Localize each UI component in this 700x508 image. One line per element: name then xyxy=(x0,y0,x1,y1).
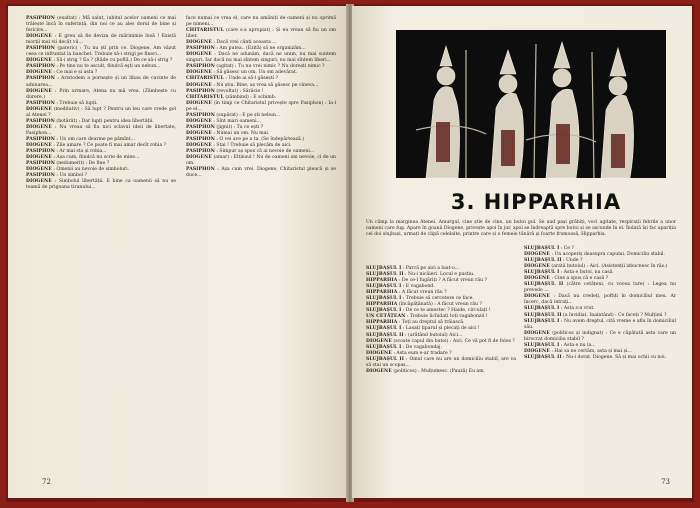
speaker-name: DIOGENE xyxy=(524,276,550,282)
speaker-name: DIOGENE xyxy=(26,179,52,185)
dialogue-text: : Asta e nu la... xyxy=(559,342,596,348)
speaker-name: PASIPHON xyxy=(26,161,55,167)
dialogue-line xyxy=(26,34,176,46)
speaker-name: PASIPHON xyxy=(186,167,215,173)
dialogue-text: : E greu să fie deviza de mărinimie însă ! Există morții mai vii decât vii... xyxy=(26,34,176,46)
speaker-name: SLUJBAȘUL II xyxy=(524,312,562,318)
speaker-name: SLUJBAȘUL II xyxy=(524,354,562,360)
dialogue-text: : Asta eum e-ar tradare ? xyxy=(391,350,452,356)
speaker-name: DIOGENE xyxy=(524,348,550,354)
dialogue-text: : Ce ? xyxy=(559,246,574,251)
dialogue-text: (zâmbind) : E schimb. xyxy=(223,94,277,100)
stage-direction-intro: Un câmp la marginea Atenei. Amurgul, cine știe de cine, un butoi gol. Se aud pași grăbiți, voci agitate, respirații febrile a unor oameni care fug. Apare în goană Diogene, privește apoi în jur, apoi se îndreaptă spre butoi și se ascunde în el. Îndată își fac apariția cei doi slujbași, urmați de clipă celelalte, printre care și o femeie tânără și foarte frumoasă, Hipparhia. xyxy=(366,220,676,237)
speaker-name: DIOGENE xyxy=(186,82,212,88)
dialogue-text: : Un acoperiș deasupra capului. Domiciliu stabil. xyxy=(549,252,665,258)
dialogue-line xyxy=(26,76,176,88)
speaker-name: SLUJBAȘUL I xyxy=(524,246,560,251)
speaker-name: DIOGENE xyxy=(26,58,52,64)
dialogue-text: (scoate capul din butoi) : Aici. Ce vă pot fi de folos ? xyxy=(391,338,515,344)
speaker-name: DIOGENE xyxy=(366,338,392,344)
page-number-left: 72 xyxy=(42,478,51,486)
dialogue-text: : Lasați țiparul și plecați de aici ! xyxy=(401,326,480,332)
speaker-name: PASIPHON xyxy=(26,16,55,21)
speaker-name: DIOGENE xyxy=(524,264,550,270)
speaker-name: DIOGENE xyxy=(26,142,52,148)
speaker-name: PASIPHON xyxy=(186,64,215,70)
speaker-name: SLUJBAȘUL II xyxy=(366,356,405,362)
book-spread xyxy=(6,4,694,502)
speaker-name: CHITARISTUL xyxy=(186,76,224,82)
speaker-name: PASIPHON xyxy=(186,124,215,130)
dialogue-text: (jignit) : Tu ce ești ? xyxy=(214,124,264,130)
dialogue-text: : Hai sa ne certăm, asta și mai și... xyxy=(549,348,632,354)
speaker-name: SLUJBAȘUL II xyxy=(524,282,564,288)
dialogue-text: : Unde ? xyxy=(561,258,583,264)
dialogue-line xyxy=(26,16,176,34)
speaker-name: DIOGENE xyxy=(186,118,212,124)
dialogue-text: : Trebuie să cerceteze ce face. xyxy=(401,296,474,302)
dialogue-text: : Trebuie să lupți. xyxy=(54,100,98,106)
dialogue-text: (amar) : Eltinsul ! Nu de oameni am nevoie, ci de un om. xyxy=(186,155,336,167)
dialogue-line xyxy=(186,155,336,167)
speaker-name: DIOGENE xyxy=(524,330,550,336)
speaker-name: PASIPHON xyxy=(186,46,215,52)
speaker-name: PASIPHON xyxy=(26,64,55,70)
dialogue-text: (care s-a apropiat) : Și eu vreau să fiu un om liber. xyxy=(186,28,336,40)
dialogue-text: : Dacă nu credeți, poftiți în domiciliul meu. Ar încerc, dacă intrați... xyxy=(524,294,676,306)
dialogue-text: (arată butoiul) : Aici. (Asistenții izbucnesc în râs.) xyxy=(549,264,668,270)
dialogue-text: : Așa cum vrei. Diogene, Chitaristul pleacă și se duce... xyxy=(186,167,336,179)
dialogue-line xyxy=(524,319,676,331)
dialogue-line xyxy=(186,167,336,179)
dialogue-line xyxy=(186,101,336,113)
dialogue-line xyxy=(524,355,676,361)
right-column-2 xyxy=(524,246,676,361)
speaker-name: HIPPARHIA xyxy=(366,320,398,326)
dialogue-line xyxy=(366,357,516,369)
speaker-name: DIOGENE xyxy=(26,124,52,130)
right-column-1 xyxy=(366,266,516,375)
dialogue-line xyxy=(524,294,676,306)
dialogue-text: : De ce-l fugăriți ? A făcut vreun rău ? xyxy=(397,278,487,284)
dialogue-text: : De ce te amestec ? Haide, circulați ! xyxy=(401,308,491,314)
dialogue-text: : Așa cum, fiindcă nu scrie de mine... xyxy=(51,155,140,161)
speaker-name: SLUJBAȘUL I xyxy=(524,270,560,276)
speaker-name: DIOGENE xyxy=(186,100,212,106)
dialogue-text: : Trebuie lichidați toți vagabonzii ! xyxy=(405,314,488,320)
speaker-name: PASIPHON xyxy=(186,149,215,155)
speaker-name: PASIPHON xyxy=(186,88,215,94)
speaker-name: SLUJBAȘUL II xyxy=(366,272,404,278)
dialogue-text: : Nu-i nicăieri. Locul e pustiu. xyxy=(403,272,475,278)
speaker-name: PASIPHON xyxy=(26,173,55,179)
dialogue-text: : De vagabondaj. xyxy=(401,344,442,350)
dialogue-text: (politicos și indignat) : Ce e căpătată asta care un birocrat domiciliu stabil ? xyxy=(524,330,676,342)
speaker-name: HIPPARHIA xyxy=(366,302,398,308)
dialogue-text: : Simpur aș spus că ai nevoie de oameni... xyxy=(214,149,315,155)
dialogue-text: : Să găsesc un om. Un om adevărat. xyxy=(211,70,298,76)
speaker-name: SLUJBAȘUL I xyxy=(366,296,402,302)
dialogue-line xyxy=(524,282,676,294)
dialogue-text: : Să-i strig ? Ea ? (Râde cu poftă.) De ce să-i strig ? xyxy=(51,58,173,64)
dialogue-text: : Nu vreau să fiu nici sclavul ideii de libertate, Pasiphon... xyxy=(26,124,176,136)
dialogue-text: (nedumerit) : De fine ? xyxy=(54,161,110,167)
dialogue-text: : Ar mai sta și robia... xyxy=(54,149,107,155)
speaker-name: DIOGENE xyxy=(186,52,212,58)
left-page xyxy=(8,6,348,498)
dialogue-line xyxy=(524,331,676,343)
dialogue-text: (a învidiat. Inaintând) : Ce faceți ? Mulțimi ? xyxy=(561,312,667,318)
speaker-name: DIOGENE xyxy=(186,130,212,136)
dialogue-text: : Numai un om. Nu mai. xyxy=(211,130,270,136)
speaker-name: HIPPARHIA xyxy=(366,278,398,284)
dialogue-text: (meditativ) : Să lupt ? Pentru un leu care crede gol al Atenei ? xyxy=(26,106,176,118)
speaker-name: DIOGENE xyxy=(524,252,550,258)
dialogue-text: : Unde ai să-l găsești ? xyxy=(223,76,278,82)
speaker-name: SLUJBAȘUL II xyxy=(366,332,404,338)
speaker-name: DIOGENE xyxy=(26,106,52,112)
speaker-name: CHITARISTUL xyxy=(186,28,224,34)
greek-vase-illustration xyxy=(396,30,666,178)
speaker-name: SLUJBAȘUL I xyxy=(366,326,402,332)
dialogue-text: (revoltat) : Sărăcie ! xyxy=(214,88,264,94)
page-number-right: 73 xyxy=(661,478,670,486)
dialogue-text: (pateric) : Tu nu ști prin ce. Diogene. Am văzut ceea ce infruntat la banchet. Trebuie să-i strigi pe fineri... xyxy=(26,46,176,58)
dialogue-text: : O vei ave pe a ta. (Se îndepărtează.) xyxy=(214,136,305,142)
dialogue-text: : Am putea.. (Ezită) să ne organizăm... xyxy=(214,46,306,52)
dialogue-line xyxy=(366,369,516,375)
speaker-name: PASIPHON xyxy=(26,136,55,142)
dialogue-text: : E vagabond. xyxy=(401,284,435,290)
dialogue-text: : Asta s-a vrut. xyxy=(559,306,595,312)
dialogue-text: : Aristodem a pornește și un libau de cuvinte de adunarea... xyxy=(26,76,176,88)
speaker-name: SLUJBAȘUL I xyxy=(366,308,402,314)
dialogue-text: (exaltat) : Mă salut, iubitul acelor oameni ce mai trăiește încă în suferință, din noi ce au ales dorul de bine și fericire... xyxy=(26,16,176,34)
speaker-name: UN CETĂȚEAN xyxy=(366,314,406,320)
dialogue-text: : Sînt mari oameni... xyxy=(211,118,261,124)
left-column-1 xyxy=(26,16,176,191)
dialogue-line xyxy=(186,16,336,28)
dialogue-text: : Omul care nu are un domiciliu stabil, are va să stai un scopaș... xyxy=(366,356,517,368)
speaker-name: SLUJBAȘUL II xyxy=(524,258,562,264)
speaker-name: PASIPHON xyxy=(26,118,55,124)
dialogue-line xyxy=(186,52,336,64)
illustration-figures xyxy=(396,30,666,178)
dialogue-text: : Stai ! Trebuie să plecăm de aici. xyxy=(211,142,292,148)
dialogue-text: (în timp ce Chitaristul privește spre Pasiphon) : Ia-l pe el... xyxy=(186,100,336,112)
dialogue-text: (politicos) : Mulțumesc. (Pauză) Eu am. xyxy=(391,368,486,374)
speaker-name: SLUJBAȘUL I xyxy=(366,344,402,350)
dialogue-line xyxy=(186,28,336,40)
speaker-name: PASIPHON xyxy=(26,100,55,106)
speaker-name: DIOGENE xyxy=(26,70,52,76)
dialogue-line xyxy=(26,89,176,101)
dialogue-line xyxy=(26,125,176,137)
speaker-name: DIOGENE xyxy=(186,142,212,148)
dialogue-text: : Simbolul libertății. E bine ca oamenii să nu se teamă de prigoana tiranului... xyxy=(26,179,176,191)
dialogue-text: : Nu-i dorat. Diogene. Să și mai ochii cu noi. xyxy=(561,354,667,360)
speaker-name: PASIPHON xyxy=(186,136,215,142)
speaker-name: DIOGENE xyxy=(26,155,52,161)
dialogue-text: : Nu știu. Bine, aș vrea să găsesc pe cineva... xyxy=(211,82,319,88)
dialogue-text: (supărat) : E pe ști nebun... xyxy=(214,112,281,118)
dialogue-text: : Dacă vrei cânți aceasta ... xyxy=(211,40,277,46)
speaker-name: DIOGENE xyxy=(366,368,392,374)
speaker-name: DIOGENE xyxy=(26,34,52,40)
dialogue-text: : Nu avem dreptul, cită vreme e aflu în domiciliul său. xyxy=(524,318,676,330)
speaker-name: PASIPHON xyxy=(186,112,215,118)
speaker-name: SLUJBAȘUL I xyxy=(366,284,402,290)
dialogue-text: : Asta e butoi, nu casă. xyxy=(559,270,614,276)
left-column-2 xyxy=(186,16,336,179)
dialogue-text: : Omenii au nevoie de simboluri. xyxy=(51,167,130,173)
dialogue-text: : (arătând butoiul) Aici... xyxy=(403,332,463,338)
speaker-name: SLUJBAȘUL I xyxy=(366,266,402,271)
dialogue-text: : Dacă ne adunăm, dacă ne unim, nu mai suntem singuri. Iar dacă nu mai sîntem singuri, nu mai sîntem liberi... xyxy=(186,52,336,64)
dialogue-text: (încăpățânată) : A făcut vreun rău ? xyxy=(397,302,482,308)
dialogue-text: : Ce mai e și asta ? xyxy=(51,70,98,76)
dialogue-text: : Un simbol ? xyxy=(54,173,87,179)
dialogue-text: : Pe tine nu te ascult, fiindcă eşti un nebun... xyxy=(54,64,161,70)
dialogue-text: : Parcă pe aici a luat-o... xyxy=(401,266,460,271)
speaker-name: PASIPHON xyxy=(26,149,55,155)
speaker-name: DIOGENE xyxy=(366,350,392,356)
speaker-name: PASIPHON xyxy=(26,46,55,52)
speaker-name: DIOGENE xyxy=(186,155,212,161)
dialogue-line xyxy=(26,179,176,191)
speaker-name: SLUJBAȘUL I xyxy=(524,318,560,324)
speaker-name: CHITARISTUL xyxy=(186,94,224,100)
dialogue-line xyxy=(26,107,176,119)
speaker-name: SLUJBAȘUL I xyxy=(524,306,560,312)
dialogue-text: (către cetățeni, cu vocea tare) : Legea nu prevede ... xyxy=(524,282,676,294)
speaker-name: HIPPARHIA xyxy=(366,290,398,296)
dialogue-line xyxy=(26,46,176,58)
dialogue-text: : Toți au dreptul să trăiască. xyxy=(397,320,465,326)
dialogue-text: : Zile amare ? Ce poate fi mai amar decît robia ? xyxy=(51,142,167,148)
speaker-name: SLUJBAȘUL I xyxy=(524,342,560,348)
speaker-name: DIOGENE xyxy=(26,167,52,173)
dialogue-text: : A făcut vreun rău ? xyxy=(397,290,447,296)
dialogue-text: : Un om care dearme pe pămînt... xyxy=(54,136,135,142)
speaker-name: DIOGENE xyxy=(186,40,212,46)
speaker-name: DIOGENE xyxy=(26,88,52,94)
speaker-name: DIOGENE xyxy=(524,294,550,300)
dialogue-text: (agitat) : Tu nu vrei nimic ? Nu dorești nimic ? xyxy=(214,64,325,70)
speaker-name: DIOGENE xyxy=(186,70,212,76)
chapter-title: 3. HIPPARHIA xyxy=(450,190,622,214)
dialogue-text: : Prin urmare, Atena nu mă vrea. (Zâmbește cu durere.) xyxy=(26,88,176,100)
speaker-name: PASIPHON xyxy=(26,76,55,82)
dialogue-text: : Cine a spus că e casă ? xyxy=(549,276,609,282)
dialogue-text: (hotărât) : Dar lupți pentru idea libertății. xyxy=(54,118,154,124)
dialogue-text: face numai ce vrea el, care nu amâniți de oameni și nu oprimă pe nimeni... xyxy=(186,16,336,28)
right-page xyxy=(352,6,692,498)
